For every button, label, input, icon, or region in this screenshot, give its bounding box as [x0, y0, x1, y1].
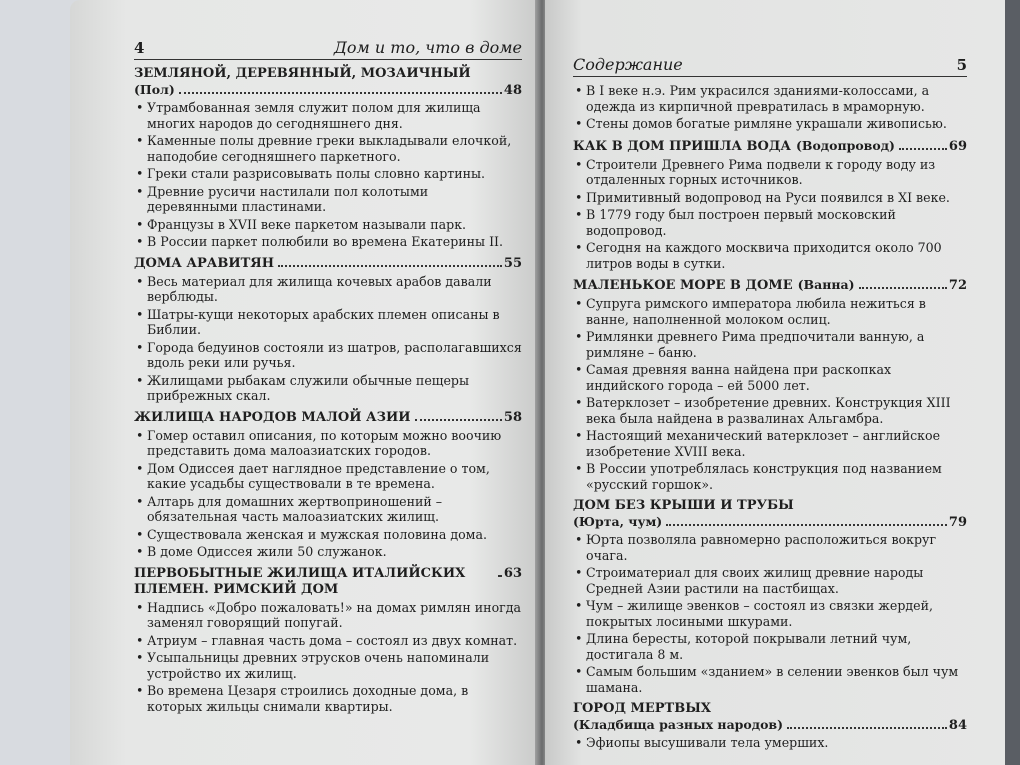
- list-item: • Ватерклозет – изобретение древних. Конструкция XIII века была найдена в развалинах Альгамбра.: [573, 395, 967, 426]
- section-page: 69: [948, 138, 967, 154]
- toc-section: [134, 410, 522, 560]
- page-number: 5: [956, 56, 967, 74]
- section-title: МАЛЕНЬКОЕ МОРЕ В ДОМЕ: [573, 278, 793, 293]
- running-title: Дом и то, что в доме: [333, 38, 522, 57]
- list-item: • Стены домов богатые римляне украшали живописью.: [573, 116, 967, 132]
- bullet-list: [134, 100, 522, 250]
- toc-section: [573, 277, 967, 492]
- section-page: 48: [503, 83, 522, 98]
- toc-section: [134, 566, 522, 715]
- list-item: • Греки стали разрисовывать полы словно картины.: [134, 166, 522, 182]
- dot-leader: [666, 524, 947, 526]
- list-item: • Утрамбованная земля служит полом для жилища многих народов до сегодняшнего дня.: [134, 100, 522, 131]
- list-item: • Французы в XVII веке паркетом называли парк.: [134, 217, 522, 233]
- toc-section: [573, 498, 967, 695]
- list-item: • Гомер оставил описания, по которым можно воочию представить дома малоазиатских городов.: [134, 428, 522, 459]
- section-title: КАК В ДОМ ПРИШЛА ВОДА: [573, 138, 791, 154]
- section-line: [573, 514, 967, 530]
- section-line: [573, 138, 967, 155]
- section-line: [134, 256, 522, 272]
- section-line: [573, 277, 967, 294]
- list-item: • Весь материал для жилища кочевых арабов давали верблюды.: [134, 274, 522, 305]
- section-subtitle: (Водопровод): [795, 137, 895, 153]
- list-item: • Настоящий механический ватерклозет – английское изобретение XVIII века.: [573, 428, 967, 459]
- toc-section: [134, 256, 522, 404]
- list-item: • Супруга римского императора любила нежиться в ванне, наполненной молоком ослиц.: [573, 296, 967, 327]
- list-item: • В доме Одиссея жили 50 служанок.: [134, 544, 522, 560]
- section-title: ЖИЛИЩА НАРОДОВ МАЛОЙ АЗИИ: [134, 409, 411, 425]
- section-title: ГОРОД МЕРТВЫХ: [573, 701, 711, 716]
- section-subtitle: (Юрта, чум): [573, 514, 663, 529]
- list-item: • Чум – жилище эвенков – состоял из связки жердей, покрытых лосиными шкурами.: [573, 598, 967, 629]
- dot-leader: [278, 265, 502, 267]
- section-title: ДОМА АРАВИТЯН: [134, 255, 275, 271]
- bullet-list: [573, 296, 967, 492]
- section-title: ПЕРВОБЫТНЫЕ ЖИЛИЩА ИТАЛИЙСКИХ ПЛЕМЕН. РИМСКИЙ ДОМ: [134, 565, 466, 597]
- section-page: 84: [948, 718, 967, 733]
- list-item: • В России паркет полюбили во времена Екатерины II.: [134, 234, 522, 250]
- list-item: • Жилищами рыбакам служили обычные пещеры прибрежных скал.: [134, 373, 522, 404]
- right-page: [545, 0, 1005, 765]
- list-item: • Строиматериал для своих жилищ древние народы Средней Азии растили на пастбищах.: [573, 565, 967, 596]
- left-page: [70, 0, 540, 765]
- section-line: [134, 82, 522, 98]
- dot-leader: [415, 419, 502, 421]
- dot-leader: [859, 287, 947, 289]
- bullet-list: [573, 532, 967, 695]
- section-line: [573, 717, 967, 733]
- section-line: [134, 566, 522, 598]
- toc-section: [573, 701, 967, 751]
- bullet-list: [134, 428, 522, 560]
- list-item: • Древние русичи настилали пол колотыми деревянными пластинами.: [134, 184, 522, 215]
- running-head: [134, 38, 522, 60]
- list-item: • Эфиопы высушивали тела умерших.: [573, 735, 967, 751]
- dot-leader: [899, 148, 947, 150]
- list-item: • В I веке н.э. Рим украсился зданиями-колоссами, а одежда из кирпичной превратилась в мраморную.: [573, 83, 967, 114]
- bullet-list: [134, 600, 522, 715]
- list-item: • Существовала женская и мужская половина дома.: [134, 527, 522, 543]
- bullet-list: [573, 157, 967, 272]
- bullet-list: [573, 735, 967, 751]
- list-item: • Шатры-кущи некоторых арабских племен описаны в Библии.: [134, 307, 522, 338]
- section-line: [134, 410, 522, 426]
- list-item: • Города бедуинов состояли из шатров, располагавшихся вдоль реки или ручья.: [134, 340, 522, 371]
- list-item: • Самая древняя ванна найдена при раскопках индийского города – ей 5000 лет.: [573, 362, 967, 393]
- running-title: Содержание: [573, 55, 683, 74]
- section-page: 63: [503, 565, 522, 581]
- bullet-list: [134, 274, 522, 404]
- list-item: • Примитивный водопровод на Руси появился в XI веке.: [573, 190, 967, 206]
- section-subtitle: (Пол): [134, 82, 175, 97]
- list-item: • Длина бересты, которой покрывали летний чум, достигала 8 м.: [573, 631, 967, 662]
- list-item: • Атриум – главная часть дома – состоял из двух комнат.: [134, 633, 522, 649]
- list-item: • Усыпальницы древних этрусков очень напоминали устройство их жилищ.: [134, 650, 522, 681]
- list-item: • Строители Древнего Рима подвели к городу воду из отдаленных горных источников.: [573, 157, 967, 188]
- list-item: • Надпись «Добро пожаловать!» на домах римлян иногда заменял говорящий попугай.: [134, 600, 522, 631]
- list-item: • Самым большим «зданием» в селении эвенков был чум шамана.: [573, 664, 967, 695]
- toc-section: [573, 138, 967, 272]
- page-number: 4: [134, 39, 145, 57]
- list-item: • Римлянки древнего Рима предпочитали ванную, а римляне – баню.: [573, 329, 967, 360]
- background: [0, 0, 80, 765]
- dot-leader: [787, 727, 947, 729]
- list-item: • Сегодня на каждого москвича приходится около 700 литров воды в сутки.: [573, 240, 967, 271]
- list-item: • Во времена Цезаря строились доходные дома, в которых жильцы снимали квартиры.: [134, 683, 522, 714]
- section-subtitle: (Кладбища разных народов): [573, 717, 784, 732]
- list-item: • Дом Одиссея дает наглядное представление о том, какие усадьбы существовали в те времена.: [134, 461, 522, 492]
- section-page: 79: [948, 515, 967, 530]
- section-subtitle: (Ванна): [797, 277, 855, 292]
- list-item: • Юрта позволяла равномерно расположиться вокруг очага.: [573, 532, 967, 563]
- section-page: 55: [503, 255, 522, 271]
- section-page: 58: [503, 409, 522, 425]
- list-item: • В 1779 году был построен первый московский водопровод.: [573, 207, 967, 238]
- list-item: • Каменные полы древние греки выкладывали елочкой, наподобие сегодняшнего паркетного.: [134, 133, 522, 164]
- section-title: ДОМ БЕЗ КРЫШИ И ТРУБЫ: [573, 498, 794, 513]
- dot-leader: [498, 575, 502, 577]
- running-head: [573, 55, 967, 77]
- toc-section: [134, 66, 522, 250]
- bullet-list: [573, 83, 967, 132]
- section-page: 72: [948, 278, 967, 293]
- list-item: • Алтарь для домашних жертвоприношений – обязательная часть малоазиатских жилищ.: [134, 494, 522, 525]
- section-title: ЗЕМЛЯНОЙ, ДЕРЕВЯННЫЙ, МОЗАИЧНЫЙ: [134, 66, 471, 81]
- list-item: • В России употреблялась конструкция под названием «русский горшок».: [573, 461, 967, 492]
- dot-leader: [179, 92, 502, 94]
